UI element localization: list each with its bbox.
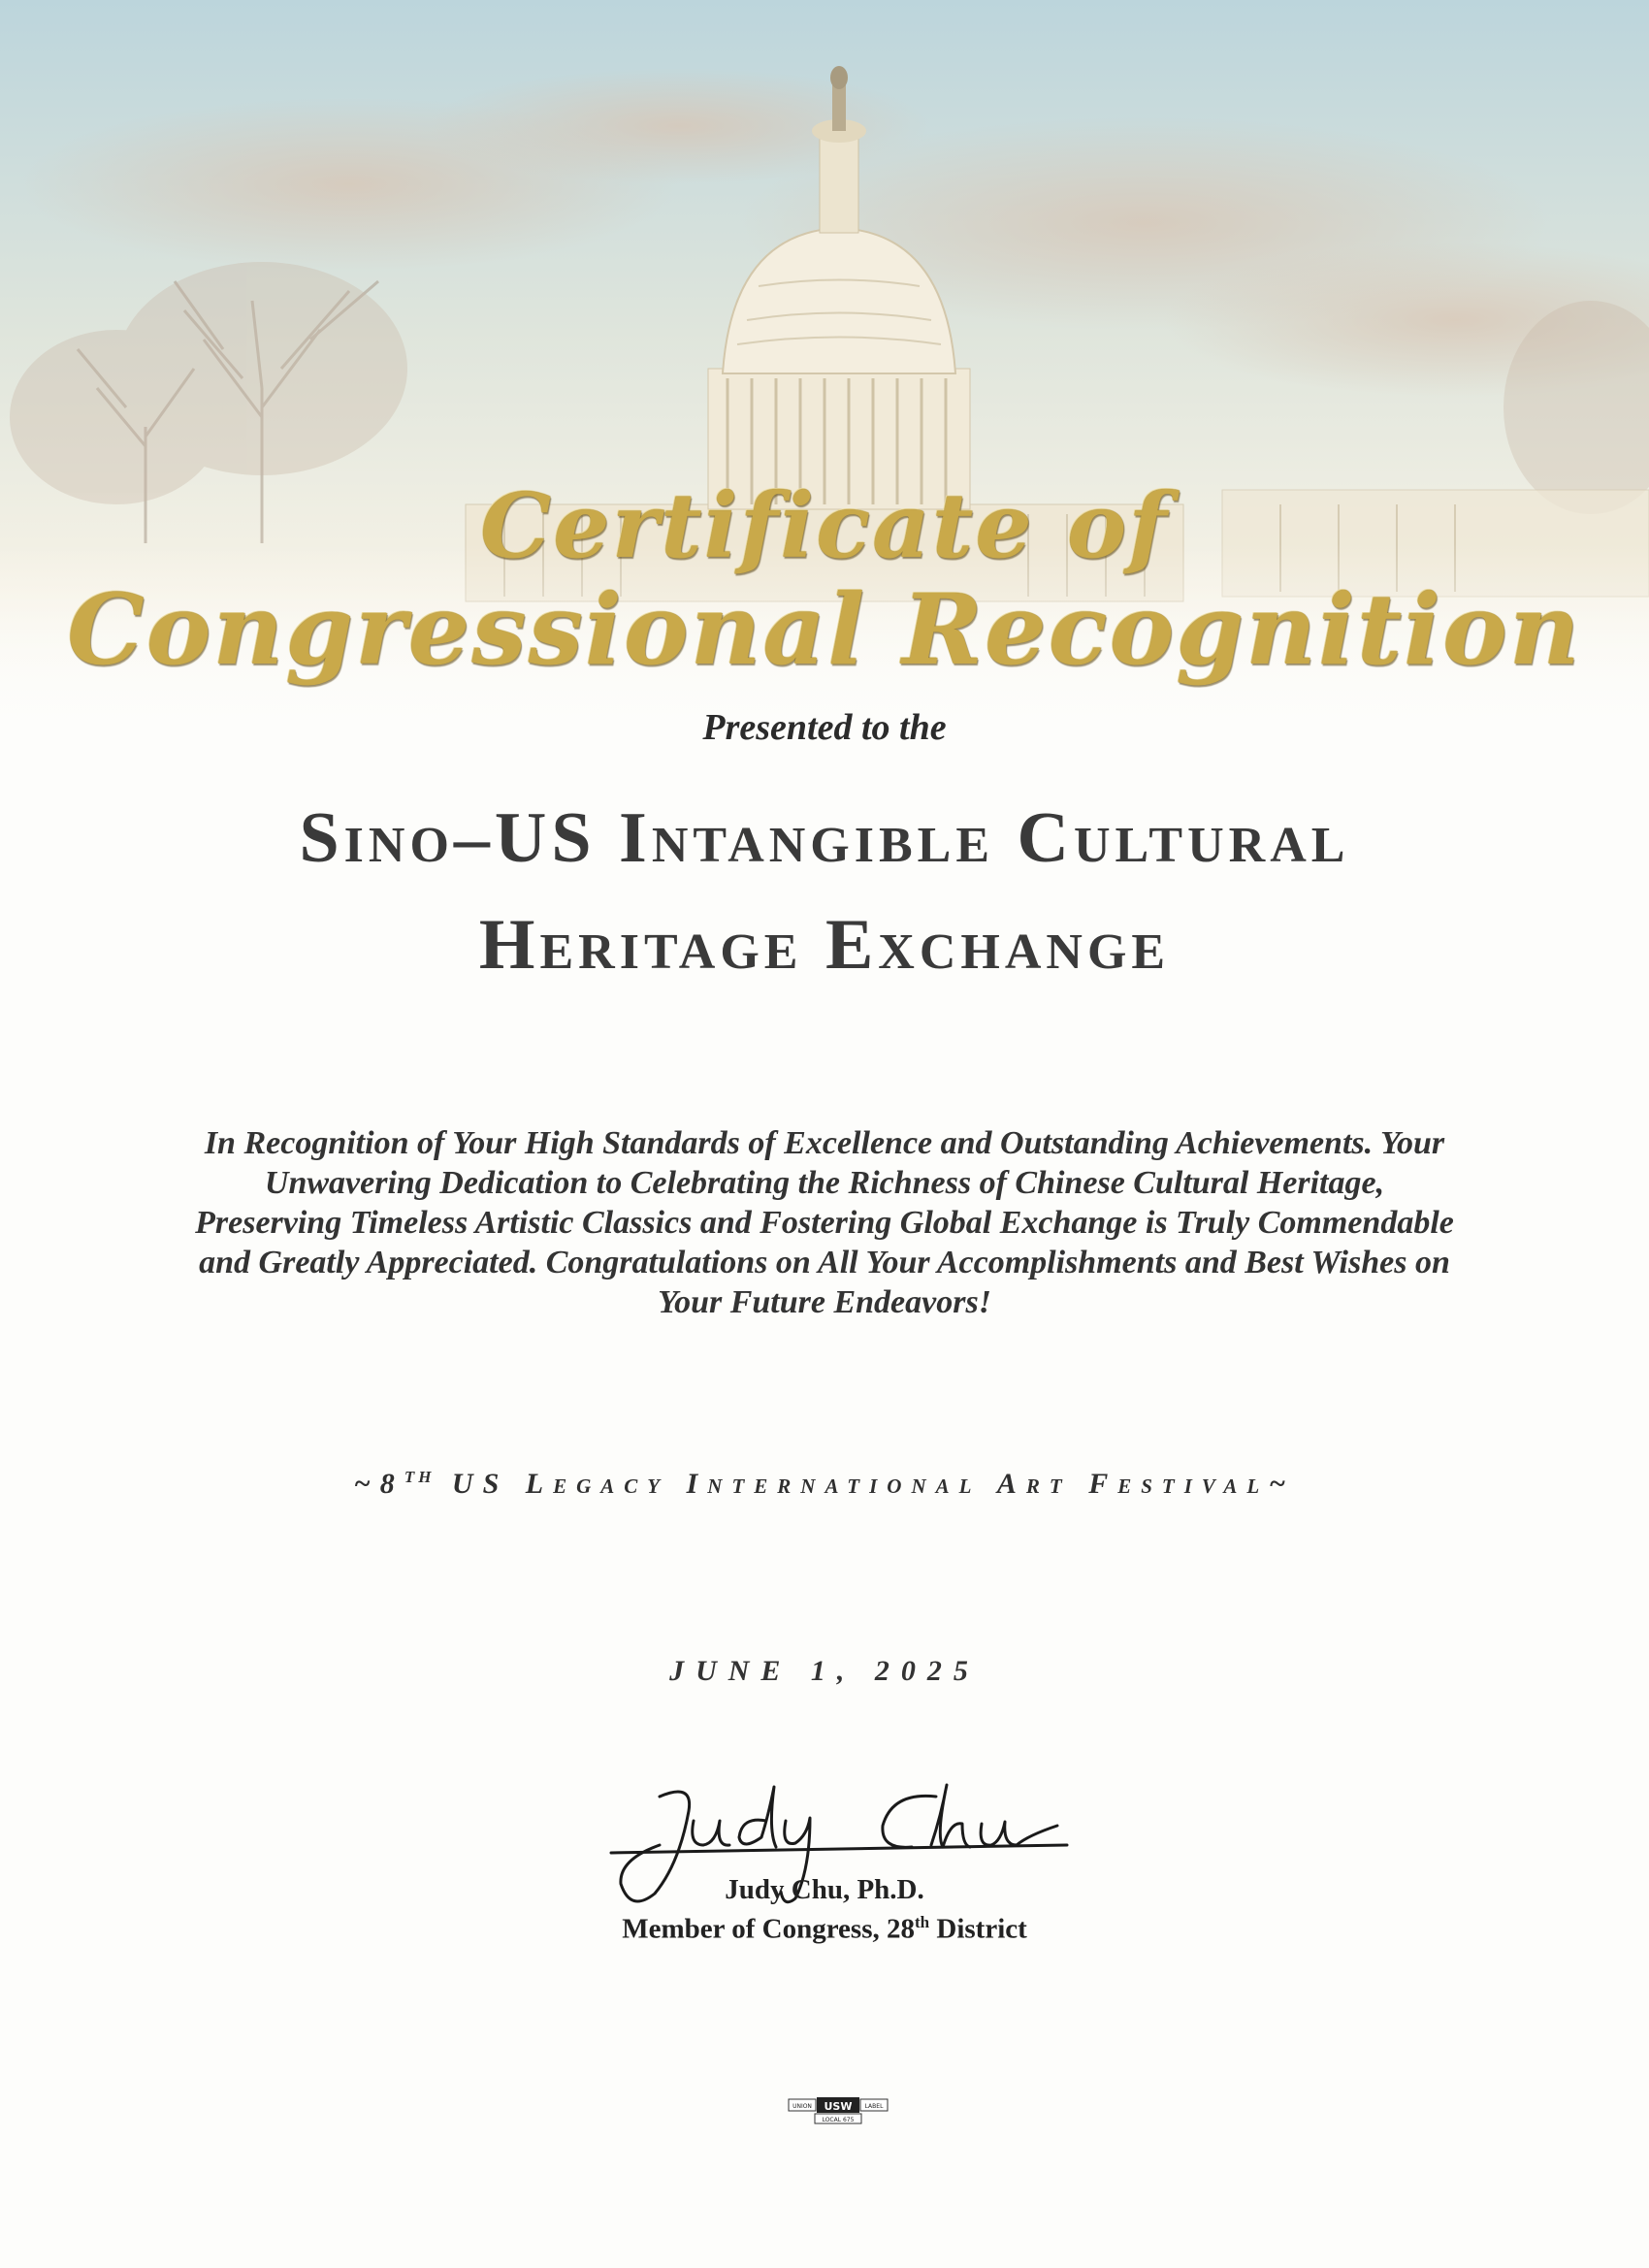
presented-to-text: Presented to the (702, 707, 947, 748)
citation-text: In Recognition of Your High Standards of Excellence and Outstanding Achievements. Your Unwavering Dedication to Celebrating the Richness of Chinese Cultural Heritage, Preserving Timeless Artistic Classics and Fostering Global Exchange is Truly Commendable and Greatly Appreciated. Congratulations on All Your Accomplishments and Best Wishes on Your Future Endeavors! (195, 1125, 1454, 1320)
recipient-name-line-2: Heritage Exchange (478, 905, 1171, 985)
certificate-title-line-2: Congressional Recognition (67, 572, 1582, 687)
union-label-left: UNION (792, 2103, 812, 2110)
festival-name (0, 1468, 1649, 1501)
festival-ordinal-suffix: TH (404, 1468, 436, 1486)
certificate-title-line-1: Certificate of (480, 473, 1169, 578)
union-label-bottom: LOCAL 675 (822, 2117, 855, 2123)
signatory-name: Judy Chu, Ph.D. (725, 1874, 924, 1905)
festival-title: US Legacy International Art Festival~ (435, 1468, 1296, 1500)
signatory-title-prefix: Member of Congress, 28 (622, 1913, 915, 1945)
signatory-title (0, 1913, 1649, 1946)
union-label-right: LABEL (864, 2103, 884, 2110)
certificate-date: JUNE 1, 2025 (669, 1655, 980, 1687)
union-label-bug-icon (788, 2096, 889, 2125)
signatory-title-ordinal: th (915, 1913, 930, 1931)
signatory-title-rest: District (929, 1913, 1027, 1945)
union-label-center: USW (824, 2100, 853, 2113)
festival-prefix: ~8 (353, 1468, 404, 1500)
recipient-name-line-1: Sino–US Intangible Cultural (299, 798, 1350, 878)
